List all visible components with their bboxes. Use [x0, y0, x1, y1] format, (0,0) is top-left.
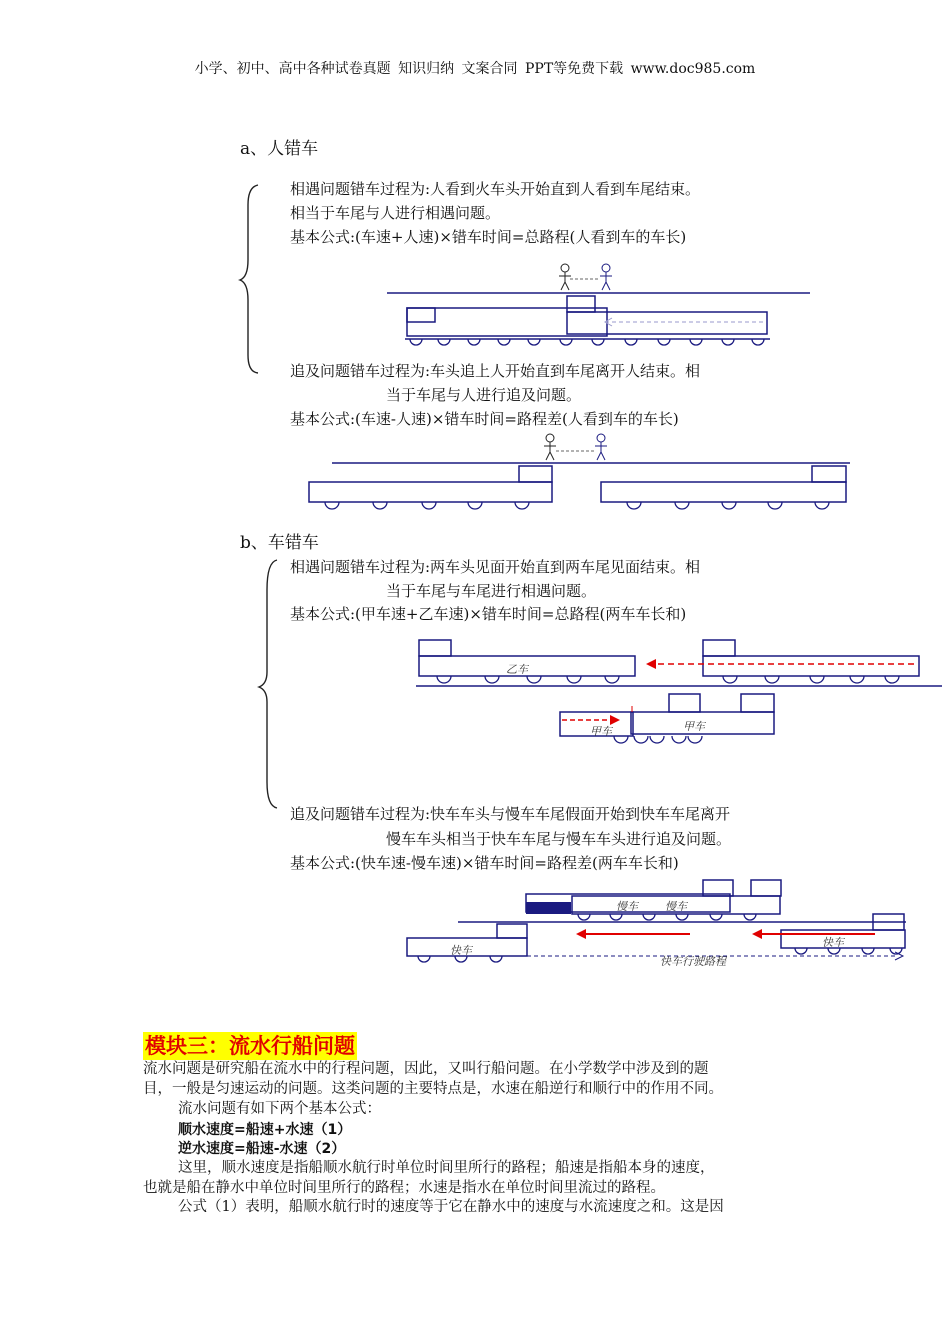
module3-title: 模块三：流水行船问题: [145, 1034, 355, 1058]
sec-b-meet-line1: 相遇问题错车过程为:两车头见面开始直到两车尾见面结束。相: [290, 558, 701, 576]
sec-a-meet-line2: 相当于车尾与人进行相遇问题。: [290, 204, 501, 222]
sec-b-chase-line2: 慢车车头相当于快车车尾与慢车车头进行追及问题。: [386, 830, 732, 848]
brace-a: [240, 185, 258, 373]
label-slow-train-2: 慢车: [665, 900, 687, 913]
label-jia-train-left: 甲车: [590, 725, 612, 738]
section-b-title: b、车错车: [240, 533, 319, 553]
sec-a-chase-line1: 追及问题错车过程为:车头追上人开始直到车尾离开人结束。相: [290, 362, 701, 380]
module3-para1-line2: 目，一般是匀速运动的问题。这类问题的主要特点是，水速在船逆行和顺行中的作用不同。: [143, 1081, 723, 1097]
module3-para3-line2: 也就是船在静水中单位时间里所行的路程；水速是指水在单位时间里流过的路程。: [143, 1180, 665, 1196]
sec-a-chase-formula: 基本公式:(车速-人速)×错车时间=路程差(人看到车的车长): [290, 410, 679, 428]
module3-para1-line1: 流水问题是研究船在流水中的行程问题，因此，又叫行船问题。在小学数学中涉及到的题: [143, 1061, 709, 1077]
section-a-title: a、人错车: [240, 139, 319, 159]
sec-a-chase-line2: 当于车尾与人进行追及问题。: [386, 386, 582, 404]
sec-b-chase-line1: 追及问题错车过程为:快车车头与慢车车尾假面开始到快车车尾离开: [290, 805, 731, 823]
label-fast-train-right: 快车: [822, 936, 844, 949]
label-jia-train-right: 甲车: [683, 720, 705, 733]
module3-para2: 流水问题有如下两个基本公式：: [178, 1101, 381, 1117]
label-slow-train-1: 慢车: [616, 900, 638, 913]
label-fast-train-left: 快车: [450, 944, 472, 957]
label-fast-train-path: 快车行驶路程: [660, 955, 726, 968]
label-yi-train: 乙车: [506, 663, 528, 676]
formula-downstream: 顺水速度=船速+水速（1）: [178, 1122, 352, 1138]
module3-para3-line1: 这里，顺水速度是指船顺水航行时单位时间里所行的路程；船速是指船本身的速度，: [178, 1160, 715, 1176]
sec-b-meet-line2: 当于车尾与车尾进行相遇问题。: [386, 582, 597, 600]
sec-a-meet-formula: 基本公式:(车速+人速)×错车时间=总路程(人看到车的车长): [290, 228, 687, 246]
sec-a-meet-line1: 相遇问题错车过程为:人看到火车头开始直到人看到车尾结束。: [290, 180, 701, 198]
module3-para4: 公式（1）表明，船顺水航行时的速度等于它在静水中的速度与水流速度之和。这是因: [178, 1199, 724, 1215]
brace-b: [259, 560, 277, 808]
page-header: 小学、初中、高中各种试卷真题 知识归纳 文案合同 PPT等免费下载 www.doc985.com: [194, 61, 756, 77]
sec-b-meet-formula: 基本公式:(甲车速+乙车速)×错车时间=总路程(两车车长和): [290, 605, 687, 623]
formula-upstream: 逆水速度=船速-水速（2）: [178, 1141, 346, 1157]
sec-b-chase-formula: 基本公式:(快车速-慢车速)×错车时间=路程差(两车车长和): [290, 854, 679, 872]
